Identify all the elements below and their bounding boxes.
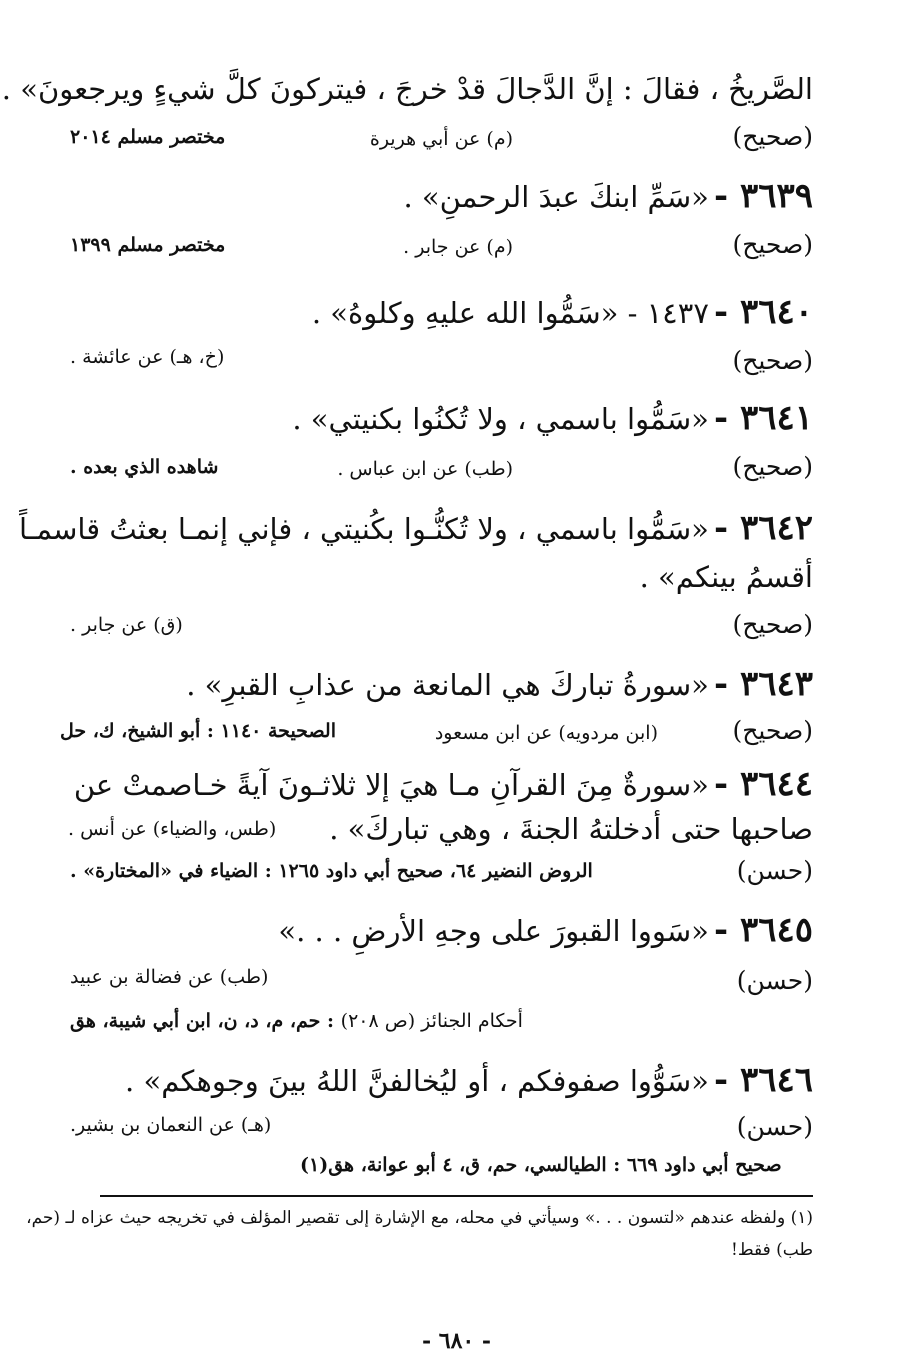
source-citation: (خ، هـ) عن عائشة .: [70, 346, 225, 368]
source-citation: (هـ) عن النعمان بن بشير.: [70, 1114, 272, 1136]
page-number: - ٦٨٠ -: [421, 1328, 492, 1354]
hadith-text: «سورةُ تباركَ هي المانعة من عذابِ القبرِ» .: [186, 668, 709, 702]
source-citation: (طب) عن فضالة بن عبيد: [70, 966, 269, 988]
hadith-text-line: صاحبها حتى أدخلتهُ الجنةَ ، وهي تباركَ» .: [329, 812, 813, 846]
hadith-text: «سورةٌ مِنَ القرآنِ مـا هيَ إلا ثلاثـونَ آيةً خـاصمتْ عن: [73, 768, 709, 802]
reference-note: [70, 1010, 523, 1032]
grade-label: (حسن): [736, 856, 813, 885]
reference-note: صحيح أبي داود ٦٦٩ : الطيالسي، حم، ق، ٤ أبو عوانة، هق(١): [300, 1154, 782, 1176]
hadith-entry-3639: [403, 176, 813, 216]
reference-note: مختصر مسلم ١٣٩٩: [70, 234, 226, 256]
hadith-number: ٣٦٣٩ -: [714, 176, 813, 216]
footnote-line: (١) ولفظه عندهم «لتسون . . .» وسيأتي في محله، مع الإشارة إلى تقصير المؤلف في تخريجه حيث عزاه لـ (حم،: [26, 1208, 813, 1228]
grade-label: (حسن): [736, 1112, 813, 1141]
hadith-text-line: أقسمُ بينكم» .: [639, 560, 813, 594]
grade-label: (صحيح): [732, 346, 813, 375]
hadith-entry-3643: [186, 664, 813, 704]
hadith-number: ٣٦٤٠ -: [714, 292, 813, 332]
hadith-entry-3644: [74, 764, 813, 804]
hadith-number: ٣٦٤٤ -: [714, 764, 813, 804]
footnote-divider: [100, 1195, 813, 1197]
hadith-number: ٣٦٤٥ -: [714, 910, 813, 950]
reference-note: الروض النضير ٦٤، صحيح أبي داود ١٢٦٥ : الضياء في «المختارة» .: [70, 860, 593, 882]
source-citation: (ق) عن جابر .: [70, 614, 183, 636]
hadith-entry-3641: [292, 398, 813, 438]
hadith-entry-3645: [278, 910, 813, 950]
source-citation: (طس، والضياء) عن أنس .: [68, 818, 277, 840]
reference-note: الصحيحة ١١٤٠ : أبو الشيخ، ك، حل: [60, 720, 336, 742]
source-citation: (طب) عن ابن عباس .: [337, 458, 513, 480]
source-citation: (م) عن جابر .: [403, 236, 513, 258]
hadith-text: ١٤٣٧ - «سَمُّوا الله عليهِ وكلوهُ» .: [311, 296, 709, 330]
hadith-number: ٣٦٤١ -: [714, 398, 813, 438]
reference-note: مختصر مسلم ٢٠١٤: [70, 126, 226, 148]
hadith-text: «سَمُّوا باسمي ، ولا تُكنُّـوا بكُنيتي ، فإني إنمـا بعثتُ قاسمـاً: [19, 512, 709, 546]
hadith-text: «سَمُّوا باسمي ، ولا تُكنُوا بكنيتي» .: [292, 402, 709, 436]
footnote-line: طب) فقط!: [731, 1240, 813, 1260]
hadith-number: ٣٦٤٢ -: [714, 508, 813, 548]
hadith-text: «سَووا القبورَ على وجهِ الأرضِ . . .»: [278, 914, 709, 948]
hadith-number: ٣٦٤٣ -: [714, 664, 813, 704]
source-citation: (م) عن أبي هريرة: [369, 128, 513, 150]
grade-label: (حسن): [736, 966, 813, 995]
source-citation: (ابن مردويه) عن ابن مسعود: [434, 722, 658, 744]
reference-sources: : حم، م، د، ن، ابن أبي شيبة، هق: [70, 1010, 335, 1032]
hadith-entry-3642: [19, 508, 813, 548]
hadith-entry-3640: [312, 292, 813, 332]
grade-label: (صحيح): [732, 610, 813, 639]
grade-label: (صحيح): [732, 452, 813, 481]
hadith-number: ٣٦٤٦ -: [714, 1060, 813, 1100]
grade-label: (صحيح): [732, 122, 813, 151]
hadith-entry-3646: [125, 1060, 813, 1100]
hadith-text: «سَوُّوا صفوفكم ، أو ليُخالفنَّ اللهُ بينَ وجوهكم» .: [125, 1064, 709, 1098]
reference-note: شاهده الذي بعده .: [70, 456, 219, 478]
grade-label: (صحيح): [732, 230, 813, 259]
hadith-text: «سَمِّ ابنكَ عبدَ الرحمنِ» .: [403, 180, 709, 214]
grade-label: (صحيح): [732, 716, 813, 745]
reference-label: أحكام الجنائز (ص ٢٠٨): [340, 1010, 523, 1032]
hadith-text-line: الصَّريخُ ، فقالَ : إنَّ الدَّجالَ قدْ خرجَ ، فيتركونَ كلَّ شيءٍ ويرجعونَ» .: [1, 72, 813, 106]
